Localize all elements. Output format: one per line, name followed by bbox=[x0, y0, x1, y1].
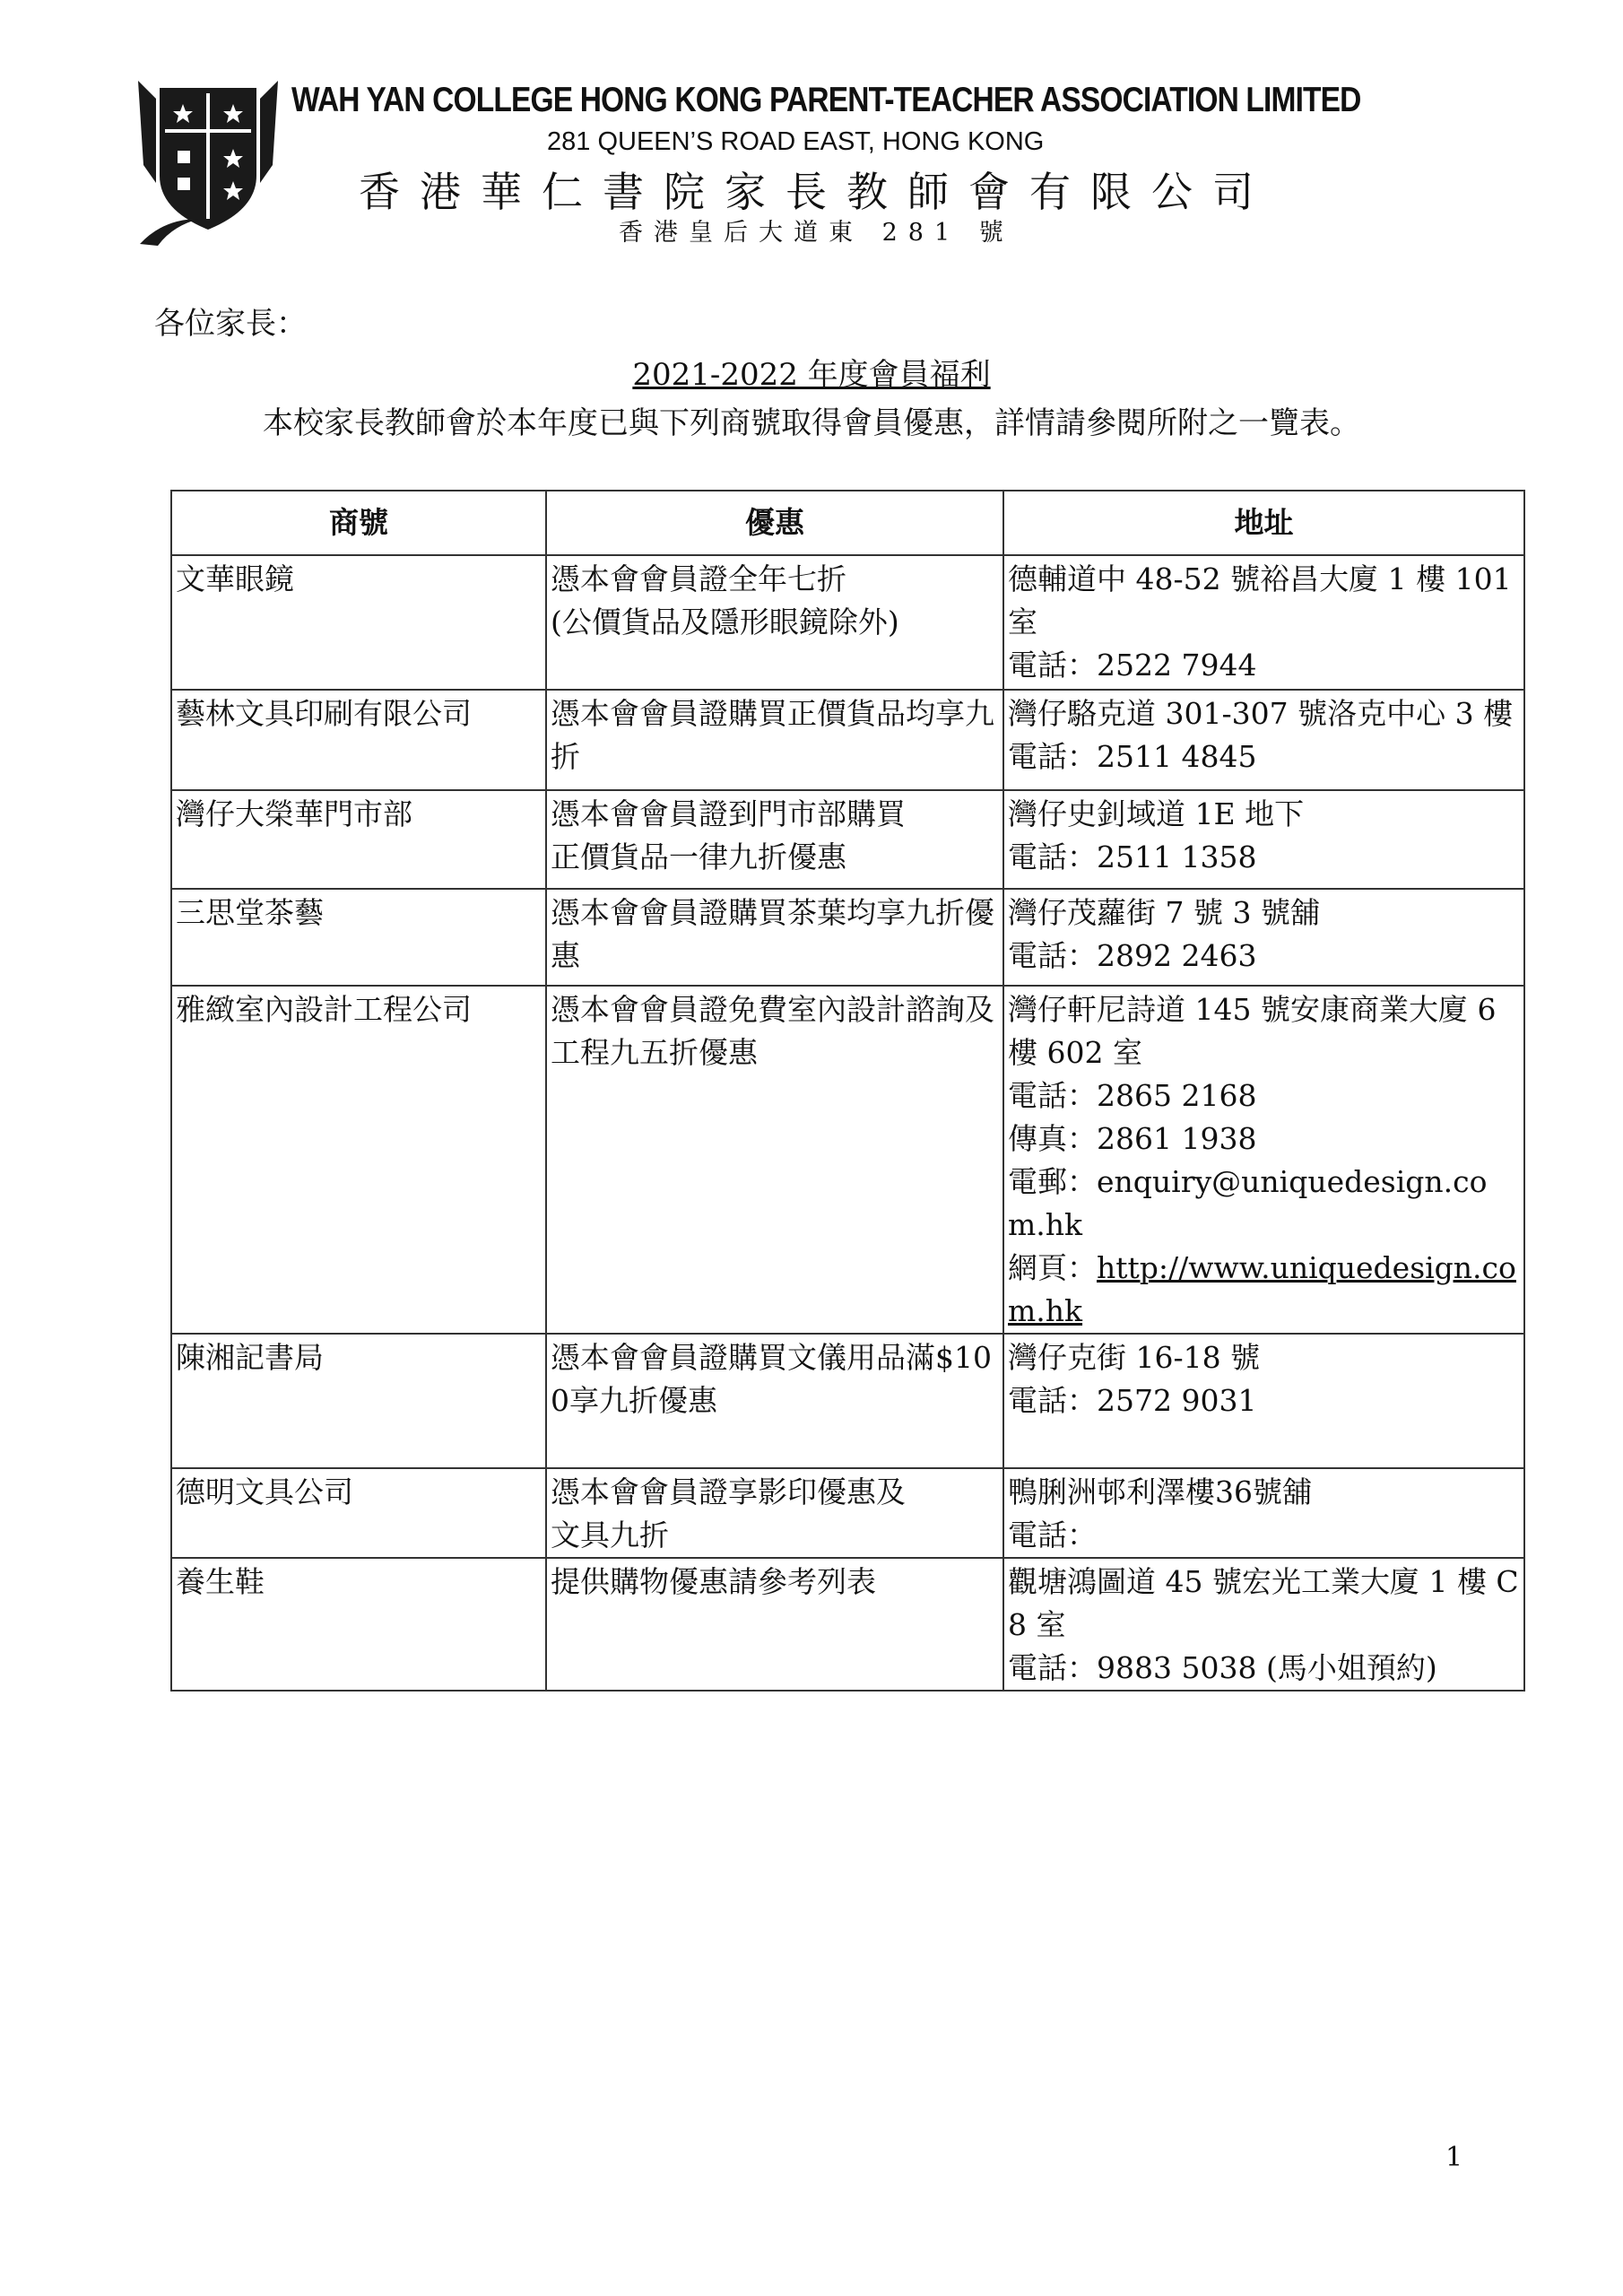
phone-line: 電話：2511 1358 bbox=[1008, 839, 1257, 874]
shop-name: 文華眼鏡 bbox=[171, 555, 546, 690]
address-cell bbox=[1003, 1334, 1524, 1468]
address-line: 灣仔駱克道 301-307 號洛克中心 3 樓 bbox=[1008, 696, 1514, 731]
offer-cell bbox=[546, 790, 1003, 889]
offer-cell bbox=[546, 986, 1003, 1334]
intro-paragraph: 本校家長教師會於本年度已與下列商號取得會員優惠，詳情請參閱所附之一覽表。 bbox=[263, 405, 1360, 441]
shop-name: 德明文具公司 bbox=[171, 1468, 546, 1558]
offer-line: 憑本會會員證全年七折 bbox=[551, 561, 846, 596]
shop-name: 三思堂茶藝 bbox=[171, 889, 546, 986]
offer-line: (公價貨品及隱形眼鏡除外) bbox=[551, 604, 899, 639]
table-row bbox=[171, 1334, 1524, 1468]
offer-cell bbox=[546, 690, 1003, 790]
phone-line: 電話： bbox=[1008, 1518, 1097, 1552]
header-address: 地址 bbox=[1003, 491, 1524, 555]
address-cell bbox=[1003, 889, 1524, 986]
table-row bbox=[171, 790, 1524, 889]
shop-name: 養生鞋 bbox=[171, 1558, 546, 1691]
document-title: 2021-2022 年度會員福利 bbox=[632, 357, 991, 393]
website-line bbox=[1008, 1247, 1520, 1333]
address-en: 281 QUEEN’S ROAD EAST, HONG KONG bbox=[547, 127, 1045, 156]
offer-line: 憑本會會員證到門市部購買 bbox=[551, 796, 906, 831]
shop-name: 陳湘記書局 bbox=[171, 1334, 546, 1468]
org-name-zh: 香港華仁書院家長教師會有限公司 bbox=[359, 168, 1273, 216]
phone-line: 電話：2511 4845 bbox=[1008, 739, 1257, 774]
address-cell bbox=[1003, 555, 1524, 690]
address-line: 德輔道中 48-52 號裕昌大廈 1 樓 101 室 bbox=[1008, 561, 1512, 639]
offer-cell bbox=[546, 1334, 1003, 1468]
phone-line: 電話：2865 2168 bbox=[1008, 1078, 1257, 1113]
fax-line: 傳真：2861 1938 bbox=[1008, 1121, 1257, 1156]
address-cell bbox=[1003, 986, 1524, 1334]
offer-line: 憑本會會員證購買文儀用品滿$100享九折優惠 bbox=[551, 1340, 992, 1418]
address-line: 鴨脷洲邨利澤樓36號舖 bbox=[1008, 1474, 1312, 1509]
offer-line: 文具九折 bbox=[551, 1518, 669, 1552]
shop-name: 藝林文具印刷有限公司 bbox=[171, 690, 546, 790]
table-row bbox=[171, 986, 1524, 1334]
phone-line: 電話：2572 9031 bbox=[1008, 1383, 1257, 1418]
offer-line: 提供購物優惠請參考列表 bbox=[551, 1564, 876, 1599]
header-offer: 優惠 bbox=[546, 491, 1003, 555]
address-cell bbox=[1003, 1468, 1524, 1558]
address-cell bbox=[1003, 790, 1524, 889]
address-cell bbox=[1003, 1558, 1524, 1691]
shop-name: 雅緻室內設計工程公司 bbox=[171, 986, 546, 1334]
table-row bbox=[171, 889, 1524, 986]
offer-cell bbox=[546, 555, 1003, 690]
benefits-table bbox=[170, 490, 1525, 1692]
address-line: 觀塘鴻圖道 45 號宏光工業大廈 1 樓 C8 室 bbox=[1008, 1564, 1519, 1642]
phone-line: 電話：2892 2463 bbox=[1008, 938, 1257, 973]
table-row bbox=[171, 690, 1524, 790]
offer-line: 憑本會會員證免費室內設計諮詢及工程九五折優惠 bbox=[551, 992, 994, 1070]
org-name-en: WAH YAN COLLEGE HONG KONG PARENT-TEACHER ASSOCIATION LIMITED bbox=[291, 81, 1361, 119]
offer-line: 憑本會會員證享影印優惠及 bbox=[551, 1474, 906, 1509]
phone-line: 電話：9883 5038 (馬小姐預約) bbox=[1008, 1650, 1437, 1685]
shop-name: 灣仔大榮華門市部 bbox=[171, 790, 546, 889]
website-label: 網頁： bbox=[1008, 1250, 1097, 1285]
header-shop: 商號 bbox=[171, 491, 546, 555]
table-row bbox=[171, 1558, 1524, 1691]
letterhead bbox=[135, 72, 1390, 260]
address-line: 灣仔軒尼詩道 145 號安康商業大廈 6 樓 602 室 bbox=[1008, 992, 1497, 1070]
address-line: 灣仔茂蘿街 7 號 3 號舖 bbox=[1008, 895, 1320, 930]
phone-line: 電話：2522 7944 bbox=[1008, 648, 1257, 683]
offer-cell bbox=[546, 1558, 1003, 1691]
salutation: 各位家長： bbox=[154, 306, 307, 342]
table-row bbox=[171, 1468, 1524, 1558]
address-zh: 香港皇后大道東 281 號 bbox=[619, 219, 1014, 247]
address-line: 灣仔克街 16-18 號 bbox=[1008, 1340, 1261, 1375]
email-line: 電郵：enquiry@uniquedesign.com.hk bbox=[1008, 1164, 1488, 1242]
address-line: 灣仔史釗域道 1E 地下 bbox=[1008, 796, 1305, 831]
offer-cell bbox=[546, 1468, 1003, 1558]
offer-line: 憑本會會員證購買茶葉均享九折優惠 bbox=[551, 895, 994, 973]
pta-crest-logo bbox=[136, 75, 280, 255]
page-number: 1 bbox=[1445, 2142, 1463, 2173]
offer-line: 正價貨品一律九折優惠 bbox=[551, 839, 846, 874]
table-header-row bbox=[171, 491, 1524, 555]
offer-cell bbox=[546, 889, 1003, 986]
table-row bbox=[171, 555, 1524, 690]
website-link[interactable]: http://www.uniquedesign.com.hk bbox=[1008, 1250, 1516, 1328]
offer-line: 憑本會會員證購買正價貨品均享九折 bbox=[551, 696, 994, 774]
address-cell bbox=[1003, 690, 1524, 790]
